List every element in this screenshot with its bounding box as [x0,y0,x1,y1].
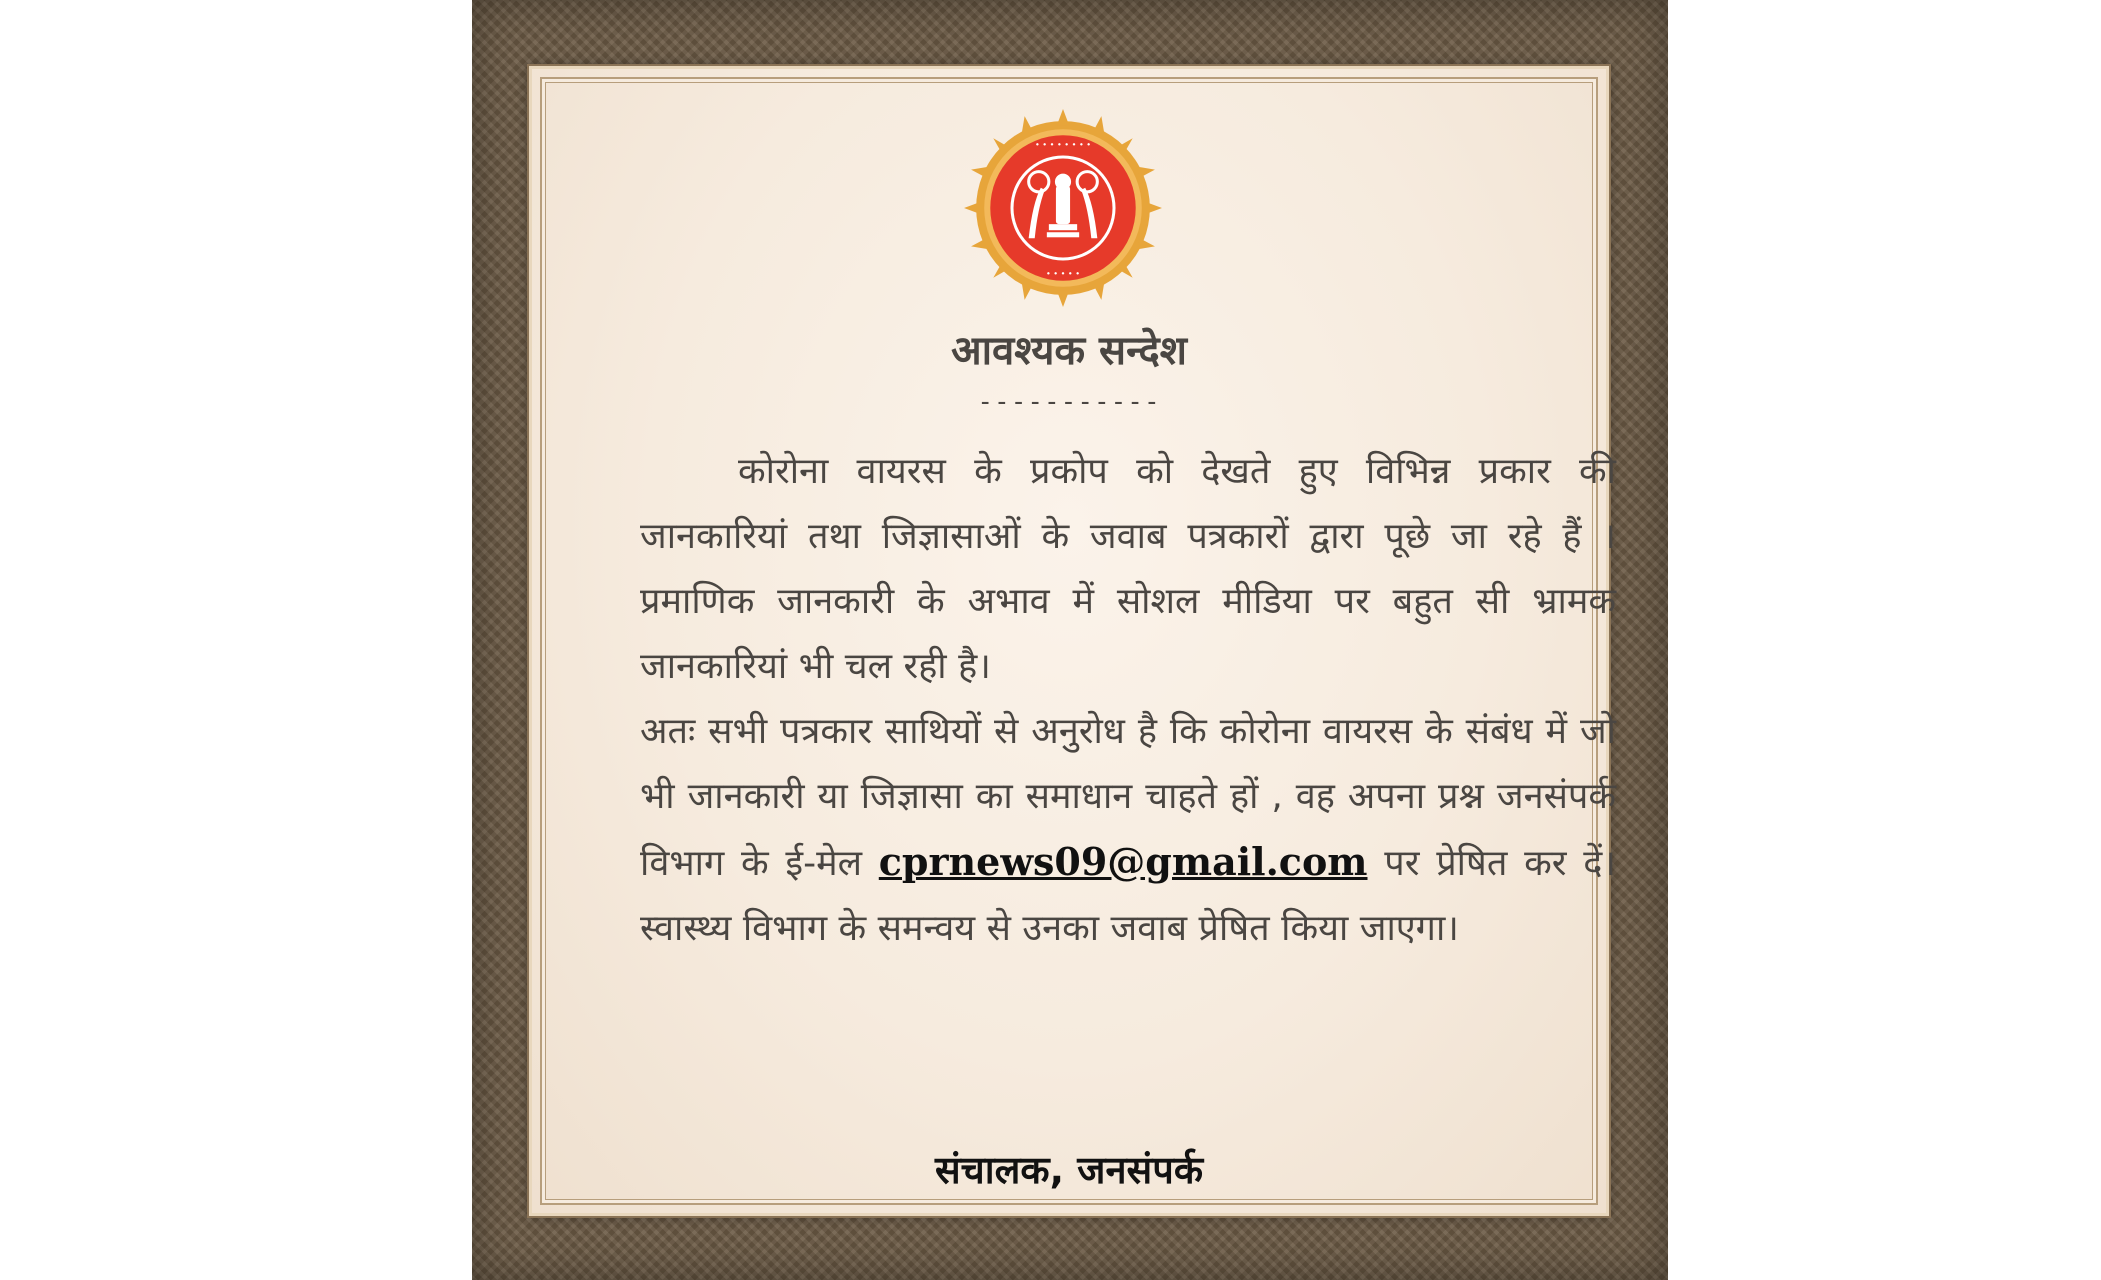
government-seal-icon [962,107,1164,309]
notice-body [640,439,1616,961]
notice-paper [529,66,1616,1216]
signature: संचालक, जनसंपर्क [934,1148,1204,1192]
decorative-frame [472,0,1668,1280]
paragraph-request [640,699,1616,961]
paragraph-intro: कोरोना वायरस के प्रकोप को देखते हुए विभिन्न प्रकार की जानकारियां तथा जिज्ञासाओं के जवाब पत्रकारों द्वारा पूछे जा रहे हैं । प्रमाणिक जानकारी के अभाव में सोशल मीडिया पर बहुत सी भ्रामक जानकारियां भी चल रही है। [640,451,1616,687]
notice-title: आवश्यक सन्देश [951,328,1187,374]
svg-text:• • • • •: • • • • • [1045,268,1081,279]
email-link[interactable]: cprnews09@gmail.com [878,839,1368,884]
svg-text:• • • • • • • •: • • • • • • • • [1034,139,1092,150]
title-divider: ----------- [977,387,1161,417]
paragraph-request-start: अतः सभी पत्रकार साथियों से अनुरोध है कि कोरोना वायरस के संबंध में जो भी जानकारी या जिज्ञासा का समाधान चाहते हों , वह अपना प्रश्न जनसंपर्क विभाग के ई-मेल [640,711,1616,884]
paragraph-request-end: पर प्रेषित कर दें। स्वास्थ्य विभाग के समन्वय से उनका जवाब प्रेषित किया जाएगा। [640,843,1616,949]
